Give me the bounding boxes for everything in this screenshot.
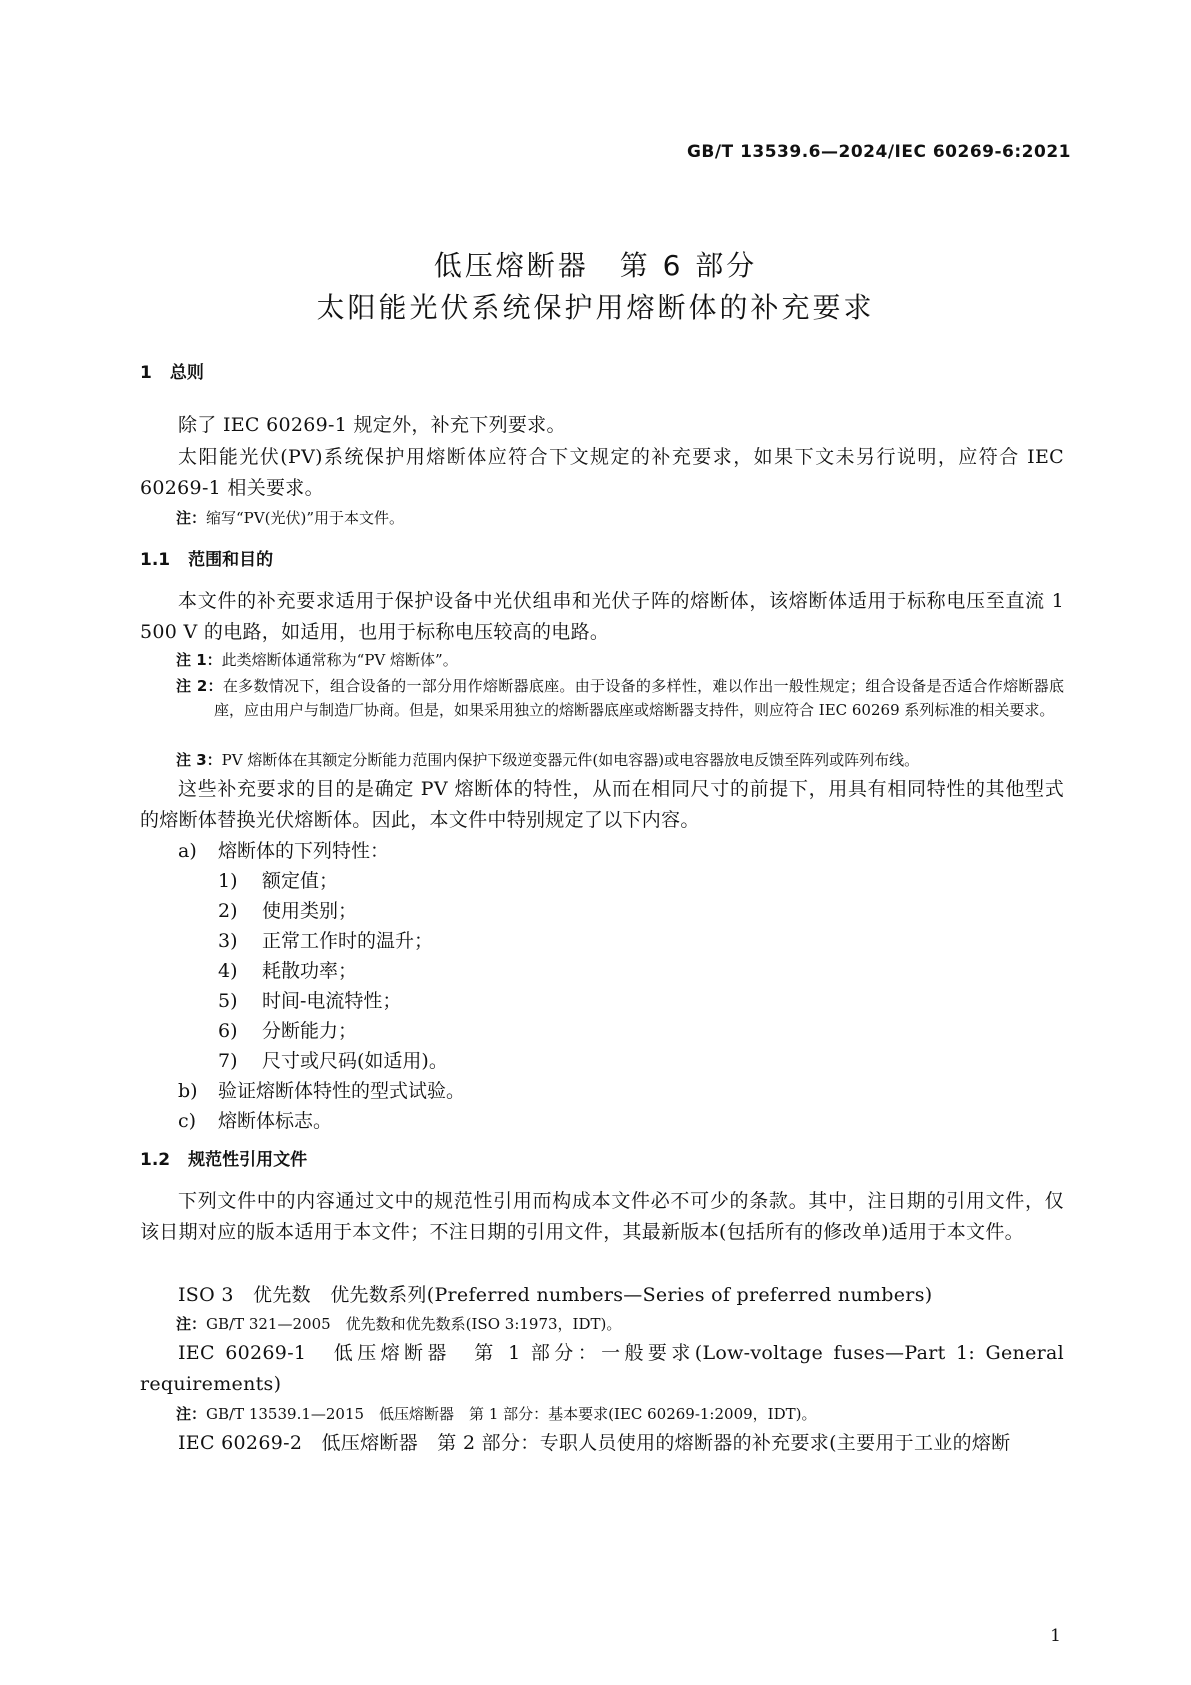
note-text: 缩写“PV(光伏)”用于本文件。 [206,509,404,527]
list-item [218,956,357,983]
page-number: 1 [1050,1626,1061,1646]
section-title: 规范性引用文件 [188,1150,308,1170]
list-item [178,836,389,863]
list-marker: 2) [218,900,238,922]
list-item [218,1046,448,1073]
document-title-line2: 太阳能光伏系统保护用熔断体的补充要求 [316,291,875,324]
note-label: 注： [176,1405,207,1423]
list-text: 熔断体的下列特性： [218,840,390,862]
list-text: 使用类别； [262,900,358,922]
list-item [178,1106,332,1133]
section-1-2-paragraph-1: 下列文件中的内容通过文中的规范性引用而构成本文件必不可少的条款。其中，注日期的引用文件，仅该日期对应的版本适用于本文件；不注日期的引用文件，其最新版本(包括所有的修改单)适用于本文件。 [140,1190,1064,1243]
note-text: PV 熔断体在其额定分断能力范围内保护下级逆变器元件(如电容器)或电容器放电反馈至阵列或阵列布线。 [221,751,920,769]
list-marker: 4) [218,960,238,982]
list-marker: 3) [218,930,238,952]
list-item [218,866,338,893]
section-1-2-heading [140,1145,307,1170]
list-marker: b) [178,1080,198,1102]
section-1-paragraph-1: 除了 IEC 60269-1 规定外，补充下列要求。 [178,414,566,436]
note-label: 注： [176,1315,207,1333]
section-1-paragraph-2: 太阳能光伏(PV)系统保护用熔断体应符合下文规定的补充要求，如果下文未另行说明，应符合 IEC 60269-1 相关要求。 [140,446,1064,499]
list-text: 正常工作时的温升； [262,930,434,952]
note-label: 注 1： [176,651,222,669]
note-text: GB/T 321—2005 优先数和优先数系(ISO 3:1973，IDT)。 [206,1315,622,1333]
reference-note [176,1312,1064,1336]
list-text: 分断能力； [262,1020,358,1042]
note-label: 注 2： [176,677,223,695]
list-text: 熔断体标志。 [218,1110,333,1132]
note-text: GB/T 13539.1—2015 低压熔断器 第 1 部分：基本要求(IEC 60269-1:2009，IDT)。 [206,1405,817,1423]
section-number: 1 [140,363,152,383]
section-1-1-paragraph-2: 这些补充要求的目的是确定 PV 熔断体的特性，从而在相同尺寸的前提下，用具有相同特性的其他型式的熔断体替换光伏熔断体。因此，本文件中特别规定了以下内容。 [140,778,1064,831]
section-1-heading [140,358,204,383]
section-1-note [176,506,1064,530]
list-text: 额定值； [262,870,339,892]
section-1-1-note-1 [176,648,1064,672]
section-title: 范围和目的 [188,550,274,570]
list-marker: 1) [218,870,238,892]
list-text: 尺寸或尺码(如适用)。 [262,1050,448,1072]
note-label: 注： [176,509,207,527]
list-marker: 6) [218,1020,238,1042]
list-item [178,1076,465,1103]
list-item [218,986,401,1013]
list-marker: c) [178,1110,197,1132]
list-marker: 7) [218,1050,238,1072]
normative-reference: IEC 60269-2 低压熔断器 第 2 部分：专职人员使用的熔断器的补充要求(主要用于工业的熔断 [178,1432,1011,1454]
section-1-1-heading [140,545,273,570]
section-number: 1.2 [140,1150,171,1170]
note-label: 注 3： [176,751,222,769]
list-marker: 5) [218,990,238,1012]
normative-reference: IEC 60269-1 低压熔断器 第 1 部分：一般要求(Low-voltage fuses—Part 1: General requirements) [140,1342,1064,1395]
section-1-1-note-2 [176,674,1064,722]
reference-note [176,1402,1064,1426]
section-number: 1.1 [140,550,171,570]
normative-reference: ISO 3 优先数 优先数系列(Preferred numbers—Series of preferred numbers) [178,1284,933,1306]
list-item [218,926,433,953]
list-text: 验证熔断体特性的型式试验。 [218,1080,466,1102]
document-title-line1: 低压熔断器 第 6 部分 [433,249,758,282]
list-item [218,896,357,923]
list-text: 耗散功率； [262,960,358,982]
section-title: 总则 [169,363,204,383]
note-text: 在多数情况下，组合设备的一部分用作熔断器底座。由于设备的多样性，难以作出一般性规定；组合设备是否适合作熔断器底座，应由用户与制造厂协商。但是，如果采用独立的熔断器底座或熔断器支持件，则应符合 IEC 60269 系列标准的相关要求。 [214,677,1064,719]
section-1-1-paragraph-1: 本文件的补充要求适用于保护设备中光伏组串和光伏子阵的熔断体，该熔断体适用于标称电压至直流 1 500 V 的电路，如适用，也用于标称电压较高的电路。 [140,590,1064,643]
section-1-1-note-3 [176,748,1064,772]
standard-code: GB/T 13539.6—2024/IEC 60269-6:2021 [686,142,1071,162]
note-text: 此类熔断体通常称为“PV 熔断体”。 [221,651,458,669]
list-marker: a) [178,840,197,862]
list-text: 时间-电流特性； [262,990,402,1012]
list-item [218,1016,357,1043]
